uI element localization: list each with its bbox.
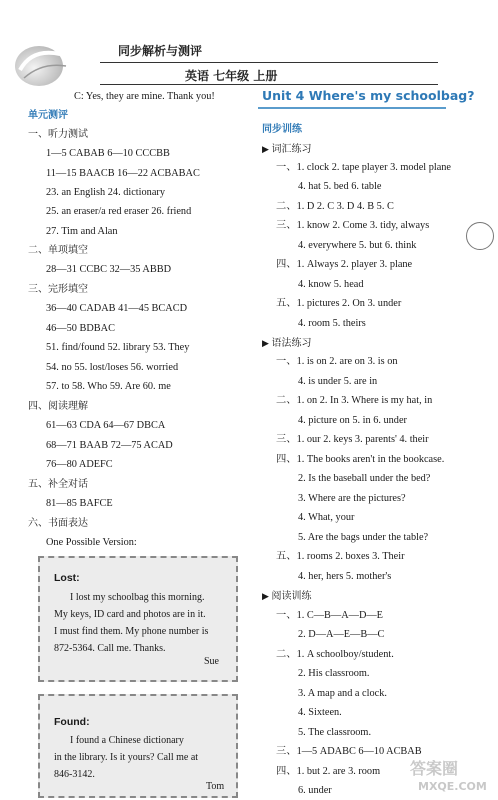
part-heading: 六、书面表达 <box>28 518 88 529</box>
triangle-bullet-icon: ▶ <box>262 144 269 154</box>
book-title: 同步解析与测评 <box>118 44 203 58</box>
unit-title: Unit 4 Where's my schoolbag? <box>262 88 475 103</box>
answer-line: 一、1. is on 2. are on 3. is on <box>276 356 398 367</box>
answer-line: 27. Tim and Alan <box>46 226 118 237</box>
part-heading: 二、单项填空 <box>28 245 88 256</box>
answer-line: 11—15 BAACB 16—22 ACBABAC <box>46 168 200 179</box>
answer-line: 4. picture on 5. in 6. under <box>298 415 407 426</box>
answer-line: 61—63 CDA 64—67 DBCA <box>46 420 166 431</box>
answer-line: 36—40 CADAB 41—45 BCACD <box>46 303 188 314</box>
answer-line: 4. hat 5. bed 6. table <box>298 181 382 192</box>
grammar-heading <box>262 337 312 350</box>
header-divider <box>100 84 438 85</box>
page-stamp-icon <box>466 222 494 250</box>
page-header <box>0 0 498 92</box>
answer-line: 54. no 55. lost/loses 56. worried <box>46 362 179 373</box>
found-notice-title: Found: <box>54 716 90 728</box>
unit-underline <box>258 107 446 109</box>
answer-line: 81—85 BAFCE <box>46 498 113 509</box>
answer-line: 23. an English 24. dictionary <box>46 187 165 198</box>
answer-line: 25. an eraser/a red eraser 26. friend <box>46 206 192 217</box>
watermark-url: MXQE.COM <box>418 780 487 793</box>
answer-line: 76—80 ADEFC <box>46 459 113 470</box>
answer-line: 一、1. clock 2. tape player 3. model plane <box>276 162 451 173</box>
lost-notice-line: I lost my schoolbag this morning. <box>70 592 205 603</box>
part-heading: 四、阅读理解 <box>28 401 88 412</box>
lost-notice-line: 872-5364. Call me. Thanks. <box>54 643 166 654</box>
answer-line: 3. A map and a clock. <box>298 688 387 699</box>
found-notice-line: I found a Chinese dictionary <box>70 735 184 746</box>
watermark-logo: 答案圈 <box>410 759 459 778</box>
answer-line: 1—5 CABAB 6—10 CCCBB <box>46 148 170 159</box>
section-title: 单元测评 <box>28 110 68 121</box>
vocab-heading <box>262 143 312 156</box>
reading-title: 阅读训练 <box>271 591 312 602</box>
sync-title: 同步训练 <box>262 124 302 135</box>
answer-line: 三、1—5 ADABC 6—10 ACBAB <box>276 746 422 757</box>
answer-line: 68—71 BAAB 72—75 ACAD <box>46 440 173 451</box>
lost-notice-line: I must find them. My phone number is <box>54 626 209 637</box>
reading-heading <box>262 590 312 603</box>
answer-line: 4. What, your <box>298 512 355 523</box>
answer-line: 4. is under 5. are in <box>298 376 378 387</box>
found-notice-line: in the library. Is it yours? Call me at <box>54 752 199 763</box>
found-notice-signature: Tom <box>206 781 225 792</box>
lost-notice-box <box>38 556 238 682</box>
answer-line: 二、1. on 2. In 3. Where is my hat, in <box>276 395 433 406</box>
answer-line: 4. Sixteen. <box>298 707 342 718</box>
answer-line: 46—50 BDBAC <box>46 323 115 334</box>
triangle-bullet-icon: ▶ <box>262 338 269 348</box>
part-heading: 一、听力测试 <box>28 129 88 140</box>
lost-notice-signature: Sue <box>204 656 219 667</box>
answer-line: 四、1. The books aren't in the bookcase. <box>276 454 445 465</box>
answer-line: 二、1. A schoolboy/student. <box>276 649 394 660</box>
answer-line: 5. Are the bags under the table? <box>298 532 429 543</box>
answer-line: One Possible Version: <box>46 537 137 548</box>
header-divider <box>100 62 438 63</box>
answer-line: 4. her, hers 5. mother's <box>298 571 392 582</box>
answer-line: 三、1. our 2. keys 3. parents' 4. their <box>276 434 429 445</box>
answer-line: 四、1. but 2. are 3. room <box>276 766 381 777</box>
found-notice-line: 846-3142. <box>54 769 95 780</box>
answer-line: 五、1. rooms 2. boxes 3. Their <box>276 551 405 562</box>
part-heading: 五、补全对话 <box>28 479 88 490</box>
course-label: 英语 七年级 上册 <box>185 69 278 83</box>
answer-line: 2. Is the baseball under the bed? <box>298 473 431 484</box>
found-notice-box <box>38 694 238 798</box>
dialogue-line: C: Yes, they are mine. Thank you! <box>74 91 215 102</box>
answer-line: 4. know 5. head <box>298 279 364 290</box>
answer-line: 5. The classroom. <box>298 727 372 738</box>
lost-notice-line: My keys, ID card and photos are in it. <box>54 609 206 620</box>
answer-line: 2. His classroom. <box>298 668 370 679</box>
swirl-logo-icon <box>12 40 70 88</box>
answer-line: 6. under <box>298 785 332 796</box>
answer-line: 28—31 CCBC 32—35 ABBD <box>46 264 172 275</box>
answer-line: 五、1. pictures 2. On 3. under <box>276 298 402 309</box>
answer-line: 4. everywhere 5. but 6. think <box>298 240 417 251</box>
part-heading: 三、完形填空 <box>28 284 88 295</box>
answer-line: 二、1. D 2. C 3. D 4. B 5. C <box>276 201 394 212</box>
lost-notice-title: Lost: <box>54 572 80 584</box>
answer-line: 三、1. know 2. Come 3. tidy, always <box>276 220 430 231</box>
answer-line: 51. find/found 52. library 53. They <box>46 342 190 353</box>
answer-line: 四、1. Always 2. player 3. plane <box>276 259 413 270</box>
answer-line: 一、1. C—B—A—D—E <box>276 610 383 621</box>
vocab-title: 词汇练习 <box>271 144 312 155</box>
answer-line: 3. Where are the pictures? <box>298 493 406 504</box>
answer-line: 57. to 58. Who 59. Are 60. me <box>46 381 171 392</box>
triangle-bullet-icon: ▶ <box>262 591 269 601</box>
grammar-title: 语法练习 <box>271 338 312 349</box>
answer-line: 4. room 5. theirs <box>298 318 366 329</box>
answer-line: 2. D—A—E—B—C <box>298 629 385 640</box>
